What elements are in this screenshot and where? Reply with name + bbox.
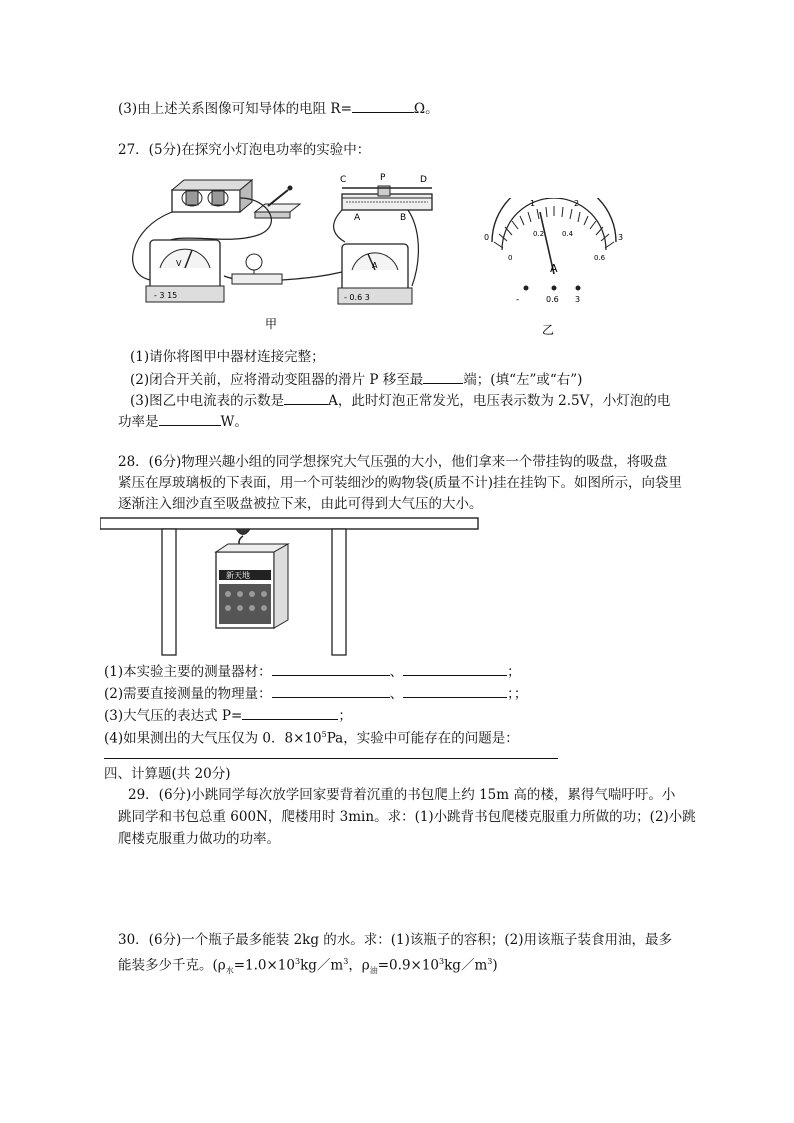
bulb-icon [224,254,282,284]
voltmeter-terminals: - 3 15 [154,291,178,300]
q28-sub1: (1)本实验主要的测量器材： 、 ； [104,661,521,681]
rheostat-label-p: P [380,173,386,183]
q28-line1: 28．(6分)物理兴趣小组的同学想探究大气压强的大小，他们拿来一个带挂钩的吸盘，将吸盘 [118,454,668,470]
q27-sub3-line2: 功率是 W。 [118,411,248,431]
q27-sub1: (1)请你将图甲中器材连接完整； [130,349,325,365]
dial-outer-1: 1 [530,199,536,208]
dial-terminal-minus: - [516,295,520,305]
rheostat-label-a: A [354,213,361,223]
battery-icon [172,180,252,212]
dial-terminal-3: 3 [575,295,581,304]
ammeter-letter: A [372,261,378,270]
dial-letter: A [550,262,558,275]
dial-inner-0: 0 [508,254,513,262]
q28-sub1-blank-b[interactable] [403,661,507,676]
voltmeter-icon [146,240,224,302]
dial-terminal-06: 0.6 [546,295,559,304]
voltmeter-letter: V [176,259,182,268]
dial-ticks [494,206,614,248]
table-leg-right [332,529,346,655]
table-leg-left [162,529,176,655]
q29-line3: 爬楼克服重力做功的功率。 [118,831,280,847]
q30-line1: 30．(6分)一个瓶子最多能装 2kg 的水。求：(1)该瓶子的容积；(2)用该瓶子装食用油，最多 [118,932,673,948]
q29-line1: 29．(6分)小跳同学每次放学回家要背着沉重的书包爬上约 15m 高的楼，累得气喘吁吁。小 [128,787,676,803]
figure-yi-dial [478,198,628,338]
q27-header: 27．(5分)在探究小灯泡电功率的实验中： [118,142,371,158]
section4-title: 四、计算题(共 20分) [104,766,231,782]
ammeter-terminals: - 0.6 3 [344,293,370,302]
q27-sub2: (2)闭合开关前，应将滑动变阻器的滑片 P 移至最 端；(填“左”或“右”) [130,369,582,389]
figure-jia [120,168,450,338]
ammeter-icon [338,244,412,304]
q29-line2: 跳同学和书包总重 600N，爬楼用时 3min。求：(1)小跳背书包爬楼克服重力所做的功；(2)小跳 [118,809,696,825]
rheostat-label-d: D [420,175,427,185]
rheostat-label-b: B [400,213,407,223]
q27-sub2-blank[interactable] [423,369,463,384]
q28-sub3-blank[interactable] [242,705,338,720]
q28-line3: 逐渐注入细沙直至吸盘被拉下来，由此可得到大气压的大小。 [118,496,483,512]
q28-sub1-blank-a[interactable] [272,661,390,676]
q27-sub3-blank-power[interactable] [159,411,221,426]
q28-sub2-blank-b[interactable] [403,683,507,698]
bag-label: 新天地 [226,571,250,580]
q27-sub3: (3)图乙中电流表的示数是 A，此时灯泡正常发光，电压表示数为 2.5V，小灯泡的电 [130,390,670,410]
dial-inner-3: 0.6 [594,254,606,262]
q28-sub4: (4)如果测出的大气压仅为 0．$8\times 10^5Pa$，实验中可能存在的问题是： [104,730,519,747]
q26-line3: (3)由上述关系图像可知导体的电阻 R= Ω。 [118,98,439,118]
dial-outer-3: 3 [618,233,624,242]
q28-line2: 紧压在厚玻璃板的下表面，用一个可装细沙的购物袋(质量不计)挂在挂钩下。如图所示，向袋里 [118,475,683,491]
glass-plate [100,518,478,529]
switch-icon [255,186,300,219]
dial-inner-1: 0.2 [533,230,545,238]
q28-sub3: (3)大气压的表达式 P= ； [104,705,352,725]
q28-sub4-answer-line[interactable] [104,758,558,759]
figure-suction-cup [100,514,480,656]
q26-resistance-blank[interactable] [352,98,414,113]
rheostat-icon [340,173,432,223]
q30-line2: 能装多少千克。($\rho_水=1.0\times 10^3kg/m^3$，$\rho_油=0.9\times 10^3kg/m^3$) [118,957,498,976]
figure-jia-caption: 甲 [265,317,278,331]
figure-yi-caption: 乙 [542,323,555,337]
dial-outer-0: 0 [484,233,490,242]
rheostat-label-c: C [340,175,347,185]
shopping-bag-icon [216,544,288,628]
q27-sub3-blank-current[interactable] [284,390,328,405]
q28-sub2: (2)需要直接测量的物理量： 、 ；； [104,683,527,703]
dial-inner-2: 0.4 [562,230,574,238]
dial-outer-2: 2 [574,199,580,208]
q28-sub2-blank-a[interactable] [272,683,390,698]
